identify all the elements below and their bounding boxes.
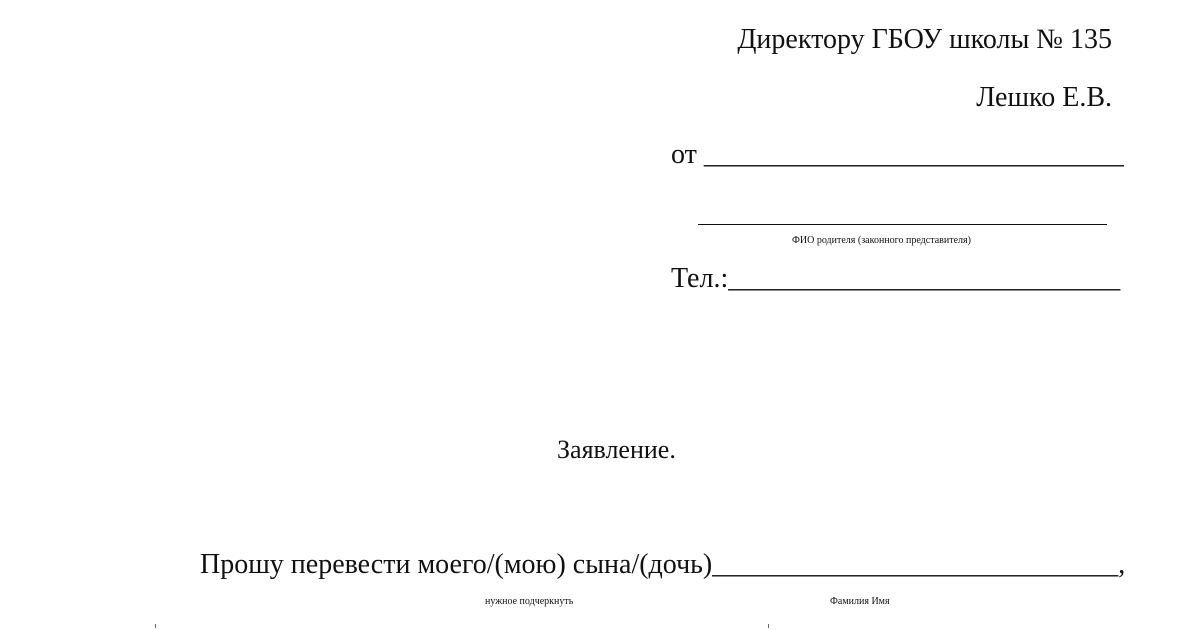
left-margin-tick	[155, 624, 156, 628]
child-name-caption: Фамилия Имя	[830, 596, 890, 607]
parent-name-caption: ФИО родителя (законного представителя)	[792, 235, 971, 246]
parent-name-blank-line	[698, 224, 1107, 225]
phone-field: Тел.:____________________________	[671, 263, 1121, 294]
document-title: Заявление.	[557, 435, 676, 464]
from-field: от ______________________________	[671, 139, 1124, 170]
addressee-name: Лешко Е.В.	[976, 82, 1112, 113]
addressee-line: Директору ГБОУ школы № 135	[737, 24, 1112, 55]
right-margin-tick	[768, 624, 769, 628]
request-text: Прошу перевести моего/(мою) сына/(дочь)_____________________________,	[200, 549, 1126, 580]
underline-caption: нужное подчеркнуть	[485, 596, 574, 607]
